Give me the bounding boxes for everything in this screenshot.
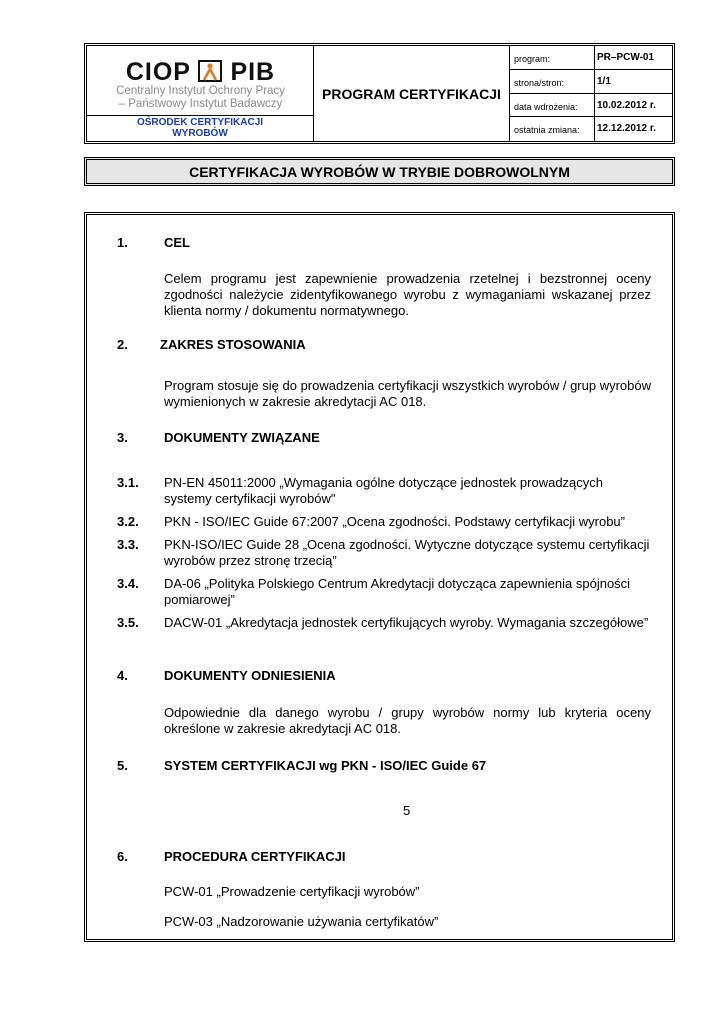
- meta-label: data wdrożenia:: [514, 101, 578, 112]
- logo-subtitle-line1: Centralny Instytut Ochrony Pracy: [116, 85, 285, 97]
- osrodek-label: [87, 116, 314, 141]
- meta-row: [510, 70, 672, 94]
- meta-value: 1/1: [597, 75, 611, 87]
- document-header: [84, 43, 675, 144]
- meta-value: 12.12.2012 r.: [597, 123, 656, 135]
- section-number: 5.: [117, 758, 128, 773]
- section-paragraph: Program stosuje się do prowadzenia certyfikacji wszystkich wyrobów / grup wyrobów wymienionych w zakresie akredytacji AC 018.: [164, 378, 651, 409]
- logo-right: PIB: [230, 58, 276, 86]
- subsection-text: PKN-ISO/IEC Guide 28 „Ocena zgodności. Wytyczne dotyczące systemu certyfikacji wyrobów przez stronę trzecią”: [164, 537, 650, 568]
- meta-label: strona/stron:: [514, 77, 565, 88]
- meta-table: [510, 46, 672, 141]
- subsection-number: 3.1.: [117, 475, 139, 490]
- subsection-number: 3.3.: [117, 537, 139, 552]
- program-title: PROGRAM CERTYFIKACJI: [314, 46, 510, 141]
- logo-cell: [87, 46, 314, 116]
- logo-subtitle-line2: – Państwowy Instytut Badawczy: [118, 98, 283, 110]
- osrodek-text: OŚRODEK CERTYFIKACJI WYROBÓW: [136, 117, 264, 139]
- section-number: 4.: [117, 668, 128, 683]
- section-number: 6.: [117, 849, 128, 864]
- section-heading: DOKUMENTY ODNIESIENIA: [164, 668, 336, 683]
- subsection-number: 3.2.: [117, 514, 139, 529]
- meta-value: PR–PCW-01: [597, 52, 655, 63]
- subsection-number: 3.4.: [117, 576, 139, 591]
- ciop-pib-logo: [87, 58, 314, 87]
- logo-subtitle: [87, 85, 314, 111]
- section-number: 1.: [117, 235, 128, 250]
- subsection-text: DA-06 „Polityka Polskiego Centrum Akredytacji dotycząca zapewnienia spójności pomiarowej”: [164, 576, 631, 607]
- section-number: 2.: [117, 337, 128, 352]
- section-heading: SYSTEM CERTYFIKACJI wg PKN - ISO/IEC Guide 67: [164, 758, 487, 773]
- section-paragraph: Odpowiednie dla danego wyrobu / grupy wyrobów normy lub kryteria oceny określone w zakresie akredytacji AC 018.: [164, 705, 651, 736]
- subsection-text: PN-EN 45011:2000 „Wymagania ogólne dotyczące jednostek prowadzących systemy certyfikacji wyrobów": [164, 475, 604, 506]
- section-heading: DOKUMENTY ZWIĄZANE: [164, 430, 320, 445]
- meta-label: ostatnia zmiana:: [514, 125, 580, 136]
- logo-figure-icon: [198, 60, 222, 82]
- section-number: 3.: [117, 430, 128, 445]
- meta-row: [510, 46, 672, 70]
- section-heading: ZAKRES STOSOWANIA: [160, 337, 306, 352]
- section-paragraph: Celem programu jest zapewnienie prowadzenia rzetelnej i bezstronnej oceny zgodności należycie zidentyfikowanego wyrobu z wymaganiami wskazanej przez klienta normy / dokumentu normatywnego.: [164, 271, 651, 318]
- procedure-line: PCW-03 „Nadzorowanie używania certyfikatów”: [164, 914, 439, 929]
- meta-value: 10.02.2012 r.: [597, 99, 656, 111]
- meta-label: program:: [514, 54, 551, 64]
- section-heading: CEL: [164, 235, 190, 250]
- section-heading: PROCEDURA CERTYFIKACJI: [164, 849, 346, 864]
- system-number: 5: [403, 803, 411, 818]
- document-title-band: CERTYFIKACJA WYROBÓW W TRYBIE DOBROWOLNYM: [84, 157, 675, 186]
- subsection-text: DACW-01 „Akredytacja jednostek certyfikujących wyroby. Wymagania szczegółowe”: [164, 615, 649, 630]
- subsection-number: 3.5.: [117, 615, 139, 630]
- procedure-line: PCW-01 „Prowadzenie certyfikacji wyrobów”: [164, 884, 420, 899]
- meta-row: [510, 94, 672, 118]
- logo-left: CIOP: [125, 58, 191, 86]
- subsection-text: PKN - ISO/IEC Guide 67:2007 „Ocena zgodności. Podstawy certyfikacji wyrobu”: [164, 514, 625, 529]
- meta-row: [510, 117, 672, 141]
